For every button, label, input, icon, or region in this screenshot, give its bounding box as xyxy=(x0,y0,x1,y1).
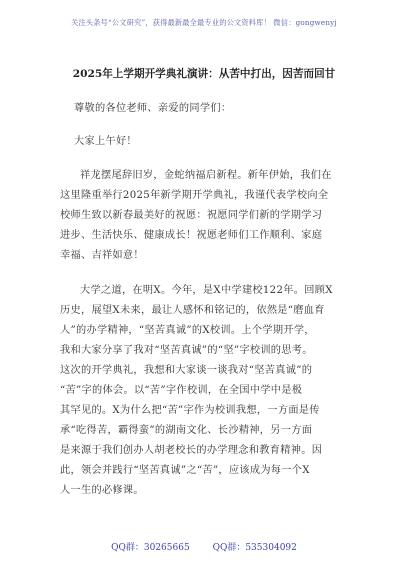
page-title: 2025年上学期开学典礼演讲：从苦中打出，因苦而回甘 xyxy=(72,68,336,80)
paragraph-2-line: 人一生的必修课。 xyxy=(60,485,144,496)
hello-line: 大家上午好！ xyxy=(74,136,137,147)
footer-qq-group-1: QQ群：30265665 xyxy=(111,543,190,553)
paragraph-1-line: 幸福、吉祥如意！ xyxy=(60,250,144,261)
paragraph-2-line: 是来源于我们创办人胡老校长的办学理念和教育精神。因 xyxy=(60,445,323,456)
paragraph-1-line: 校师生致以新春最美好的祝愿：祝愿同学们新的学期学习 xyxy=(60,210,323,221)
paragraph-2-line: 其罕见的。X为什么把“苦”字作为校训我想，一方面是传 xyxy=(60,405,320,416)
greeting: 尊敬的各位老师、亲爱的同学们： xyxy=(74,103,232,114)
footer xyxy=(0,540,408,553)
paragraph-1-line: 这里隆重举行2025年新学期开学典礼，我谨代表学校向全 xyxy=(60,190,329,201)
paragraph-2-line: 承“吃得苦，霸得蛮”的湖南文化、长沙精神，另一方面 xyxy=(60,425,313,436)
paragraph-2-line: 历史，展望X未来，最让人感怀和铭记的，依然是“磨血育 xyxy=(60,305,325,316)
footer-qq-group-2: QQ群：535304092 xyxy=(212,543,297,553)
paragraph-2-line: 大学之道，在明X。今年，是X中学建校122年。回顾X xyxy=(80,285,333,296)
paragraph-2-line: “苦”字的体会。以“苦”字作校训，在全国中学中是极 xyxy=(60,385,303,396)
paragraph-2-line: 这次的开学典礼，我想和大家谈一谈我对“坚苦真诚”的 xyxy=(60,365,313,376)
paragraph-1-line: 祥龙摆尾辞旧岁，金蛇纳福启新程。新年伊始，我们在 xyxy=(80,170,332,181)
paragraph-2-line: 此，领会并践行“坚苦真诚”之“苦”，应该成为每一个X xyxy=(60,465,310,476)
header-note: 关注头条号“公文研究”，获得最新最全最专业的公文资料库！ 微信：gongwenyj xyxy=(71,18,337,27)
paragraph-2-line: 我和大家分享了我对“坚苦真诚”的“坚”字校训的思考。 xyxy=(60,345,313,356)
paragraph-2-line: 人”的办学精神，“坚苦真诚”的X校训。上个学期开学， xyxy=(60,325,315,336)
paragraph-1-line: 进步、生活快乐、健康成长！祝愿老师们工作顺利、家庭 xyxy=(60,230,323,241)
